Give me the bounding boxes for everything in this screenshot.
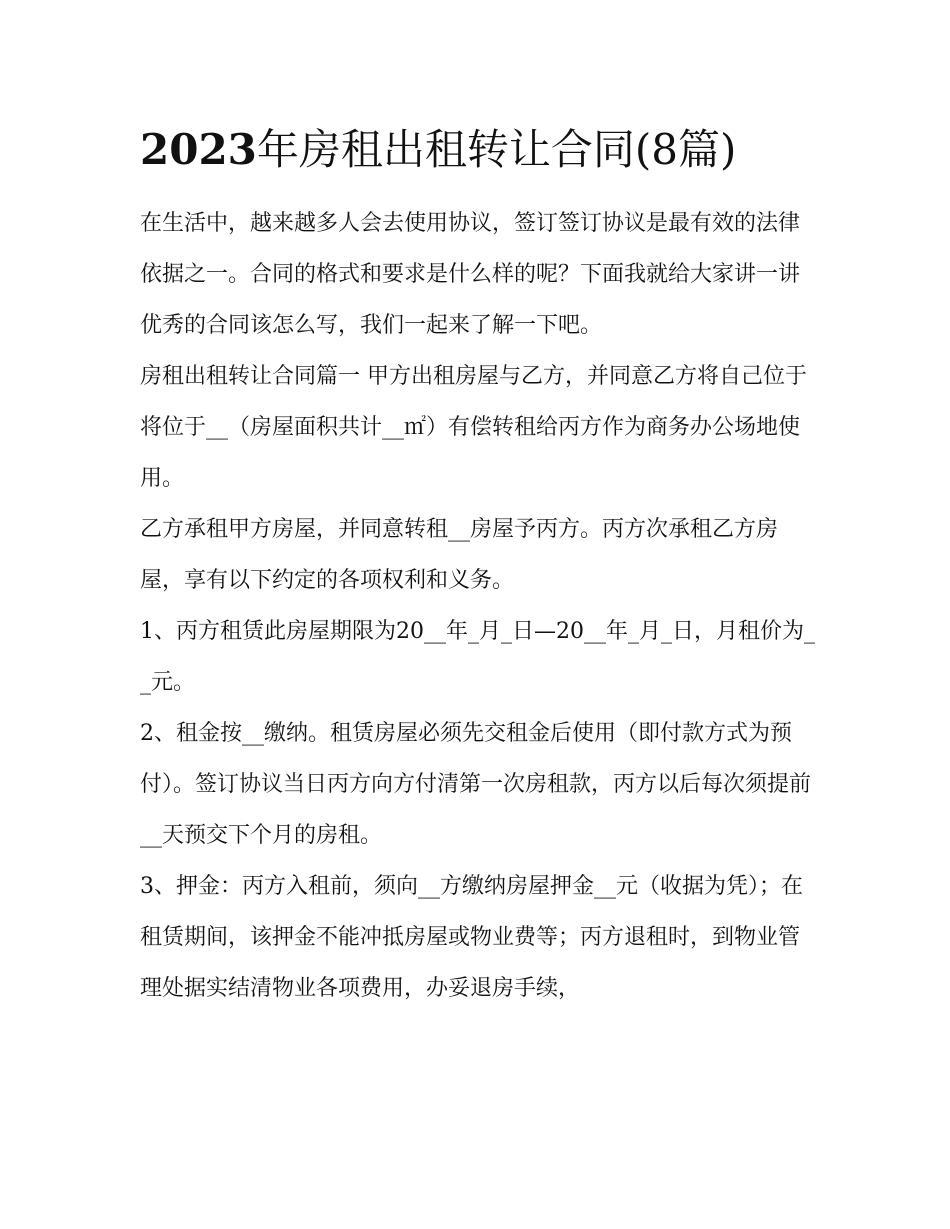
paragraph-part-one: 房租出租转让合同篇一 甲方出租房屋与乙方，并同意乙方将自己位于将位于__（房屋面积共计__㎡）有偿转租给丙方作为商务办公场地使用。: [140, 364, 807, 491]
paragraph-clause-2: 2、租金按__缴纳。租赁房屋必须先交租金后使用（即付款方式为预付）。签订协议当日丙方向方付清第一次房租款，丙方以后每次须提前__天预交下个月的房租。: [140, 721, 812, 848]
paragraph-clause-1: 1、丙方租赁此房屋期限为20__年_月_日—20__年_月_日，月租价为__元。: [140, 619, 815, 695]
document-page: [140, 118, 820, 1014]
document-body: [140, 198, 820, 1014]
paragraph-clause-3: 3、押金：丙方入租前，须向__方缴纳房屋押金__元（收据为凭）；在租赁期间，该押金不能冲抵房屋或物业费等；丙方退租时，到物业管理处据实结清物业各项费用，办妥退房手续，: [140, 874, 803, 1001]
document-title-text: 年房租出租转让合同(8篇): [256, 125, 737, 174]
paragraph-sublease: 乙方承租甲方房屋，并同意转租__房屋予丙方。丙方次承租乙方房屋，享有以下约定的各项权利和义务。: [140, 517, 779, 593]
document-title-year: 2023: [140, 125, 257, 174]
paragraph-intro: 在生活中，越来越多人会去使用协议，签订签订协议是最有效的法律依据之一。合同的格式和要求是什么样的呢？下面我就给大家讲一讲优秀的合同该怎么写，我们一起来了解一下吧。: [140, 211, 801, 338]
document-title: [140, 118, 820, 182]
